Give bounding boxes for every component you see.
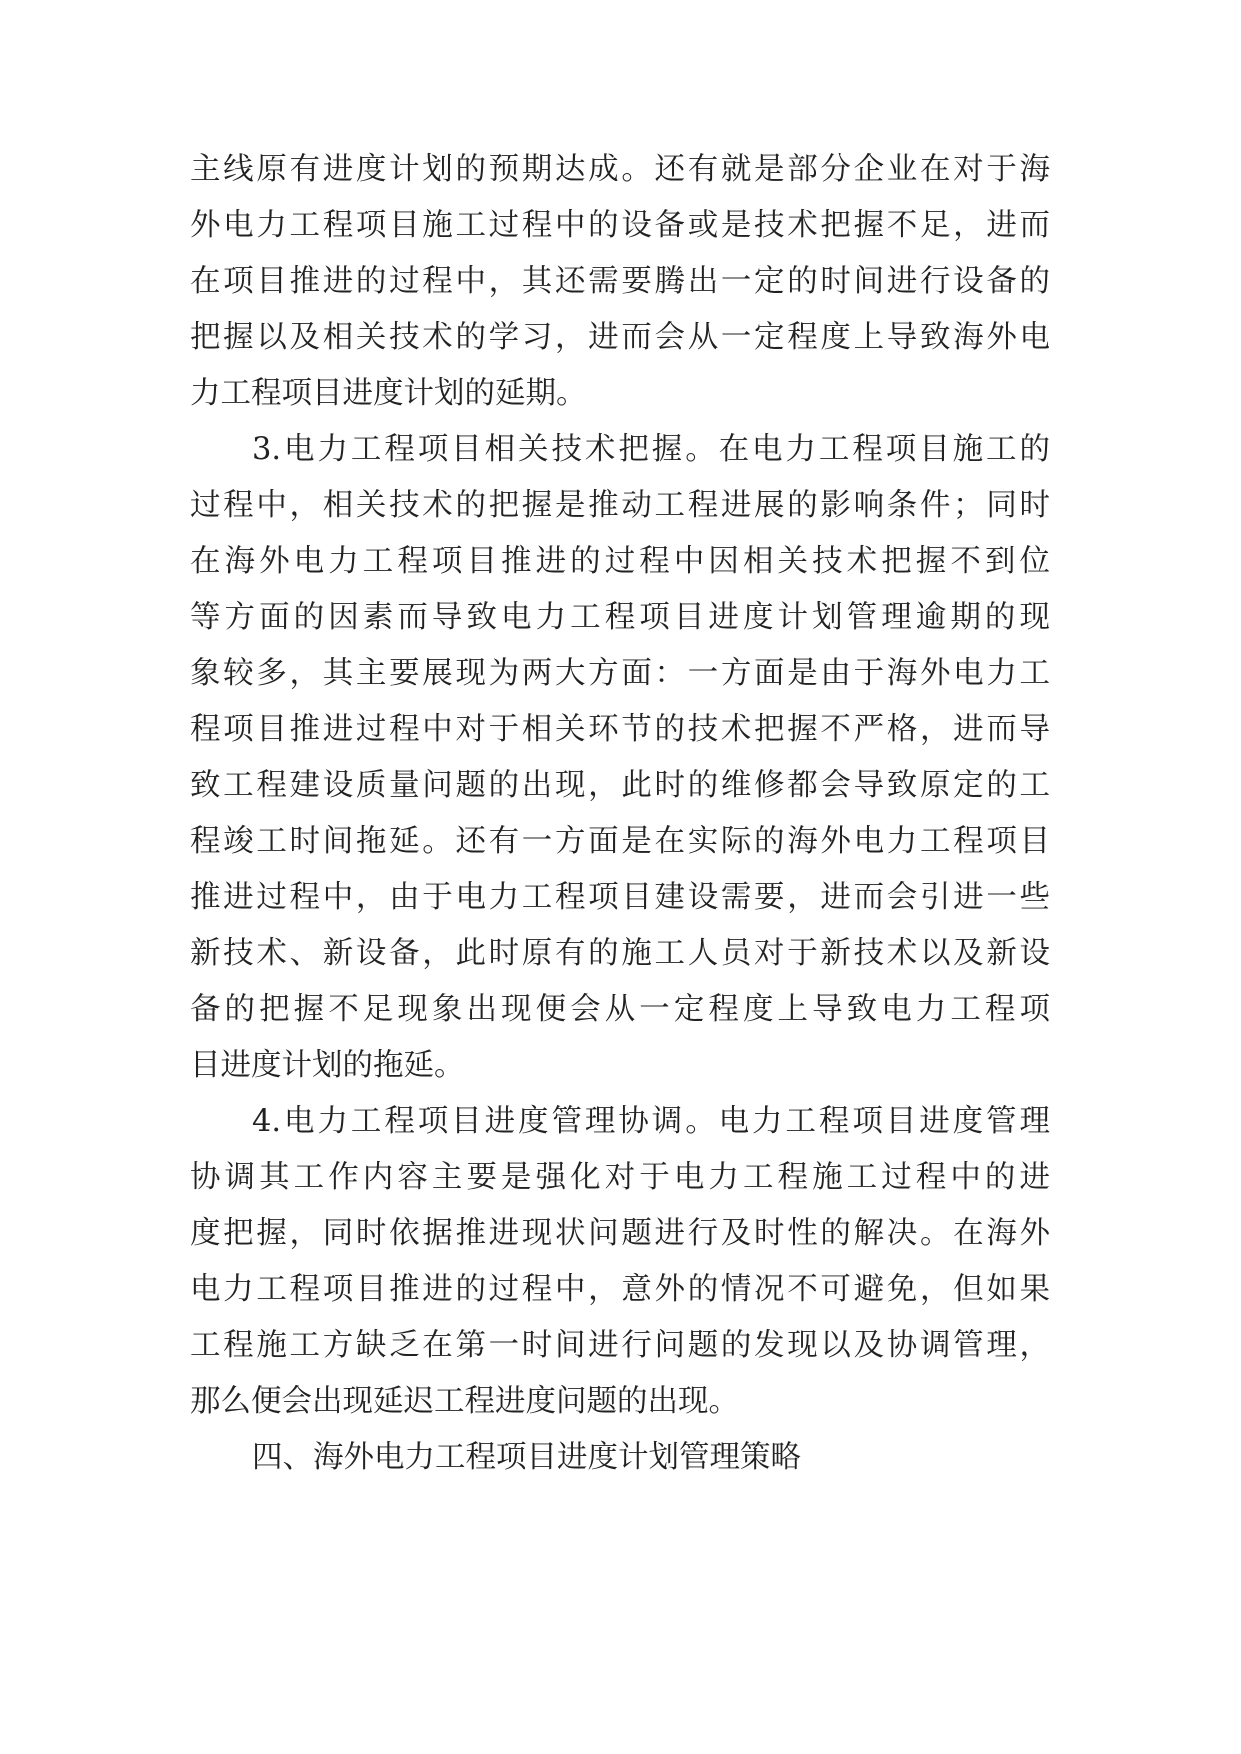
text-line: 主线原有进度计划的预期达成。还有就是部分企业在对于海 [190,152,1050,187]
text-line: 备的把握不足现象出现便会从一定程度上导致电力工程项 [190,992,1050,1027]
text-line: 推进过程中，由于电力工程项目建设需要，进而会引进一些 [190,880,1050,915]
text-line: 致工程建设质量问题的出现，此时的维修都会导致原定的工 [190,768,1050,803]
text-line: 在海外电力工程项目推进的过程中因相关技术把握不到位 [190,544,1050,579]
paragraph-heading-4: 4.电力工程项目进度管理协调。电力工程项目进度管理 [252,1104,1050,1139]
text-line: 电力工程项目推进的过程中，意外的情况不可避免，但如果 [190,1272,1050,1307]
paragraph-heading-3: 3.电力工程项目相关技术把握。在电力工程项目施工的 [252,432,1050,467]
text-line: 过程中，相关技术的把握是推动工程进展的影响条件；同时 [190,488,1050,523]
section-heading: 四、海外电力工程项目进度计划管理策略 [252,1440,801,1475]
text-line: 程项目推进过程中对于相关环节的技术把握不严格，进而导 [190,712,1050,747]
text-line: 在项目推进的过程中，其还需要腾出一定的时间进行设备的 [190,264,1050,299]
text-line: 程竣工时间拖延。还有一方面是在实际的海外电力工程项目 [190,824,1050,859]
text-line: 等方面的因素而导致电力工程项目进度计划管理逾期的现 [190,600,1050,635]
text-line: 象较多，其主要展现为两大方面：一方面是由于海外电力工 [190,656,1050,691]
text-line: 目进度计划的拖延。 [190,1048,465,1083]
text-line: 外电力工程项目施工过程中的设备或是技术把握不足，进而 [190,208,1050,243]
text-line: 工程施工方缺乏在第一时间进行问题的发现以及协调管理， [190,1328,1050,1363]
text-line: 力工程项目进度计划的延期。 [190,376,587,411]
text-line: 新技术、新设备，此时原有的施工人员对于新技术以及新设 [190,936,1050,971]
text-line: 度把握，同时依据推进现状问题进行及时性的解决。在海外 [190,1216,1050,1251]
text-line: 协调其工作内容主要是强化对于电力工程施工过程中的进 [190,1160,1050,1195]
text-line: 把握以及相关技术的学习，进而会从一定程度上导致海外电 [190,320,1050,355]
text-line: 那么便会出现延迟工程进度问题的出现。 [190,1384,739,1419]
